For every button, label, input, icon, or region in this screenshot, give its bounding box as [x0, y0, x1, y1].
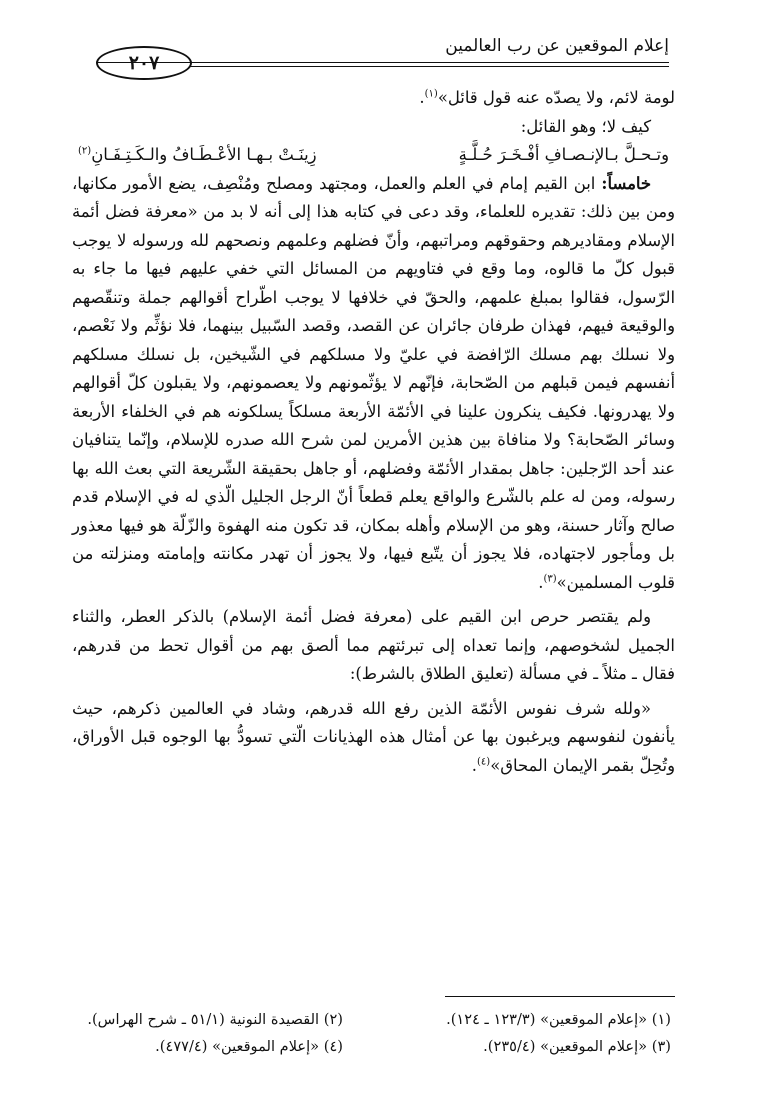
paragraph-quote: «ولله شرف نفوس الأئمّة الذين رفع الله قدرهم، وشاد في العالمين ذكرهم، حيث يأنفون لنفوسهم ويرغبون بها عن أمثال هذه الهذيانات الّتي تسودُّ بها الوجوه قبل الأوراق، وتُحِلّ بقمر الإيمان المحاق»$^{(٤)}$.: [72, 698, 675, 775]
running-header-title: إعلام الموقعين عن رب العالمين: [445, 36, 669, 56]
verse-hemistich-second: زِينَـتْ بـهـا الأعْـطَـافُ والـكَـتِـفَـانِ$^{(٢)}$: [78, 145, 317, 164]
footnote-ref-2: (٢): [78, 145, 92, 157]
paragraph-continuation: لومة لائم، ولا يصدّه عنه قول قائل»$^{(١)}$.: [419, 88, 675, 107]
footnote-separator: [445, 996, 675, 997]
paragraph-continuation-2: ولم يقتصر حرص ابن القيم على (معرفة فضل أئمة الإسلام) بالذكر العطر، والثناء الجميل لشخوصهم، وإنما تعداه إلى تبرئتهم مما ألصق بهم من أقوال تحط من قدرهم، فقال ـ مثلاً ـ في مسألة (تعليق الطلاق بالشرط):: [72, 607, 675, 683]
section-lead: خامساً:: [601, 173, 651, 193]
verse-hemistich-first: وتـحـلَّ بـالإنـصـافِ أفْـخَـرَ حُـلَّـةٍ: [458, 145, 669, 164]
footnote-ref-4: (٤): [477, 756, 491, 768]
footnote-row: [80, 1006, 671, 1033]
paragraph-intro-verse: كيف لا؛ وهو القائل:: [520, 116, 651, 136]
footnote-ref-3: (٣): [543, 573, 557, 585]
footnote-row: [80, 1033, 671, 1060]
footnotes: [80, 1006, 671, 1060]
footnote-3: (٣) «إعلام الموقعين» (٢٣٥/٤).: [483, 1038, 671, 1055]
poetry-verse: [72, 141, 675, 170]
footnote-ref-1: (١): [424, 88, 438, 100]
page-number: ٢٠٧: [96, 46, 192, 80]
paragraph-fifth-point: خامساً: ابن القيم إمام في العلم والعمل، ومجتهد ومصلح ومُنْصِف، يضع الأمور مكانها، ومن بين ذلك: تقديره للعلماء، وقد دعى في كتابه هذا إلى أنه لا بد من «معرفة فضل أئمة الإسلام ومقاديرهم وحقوقهم ومراتبهم، وأنّ فضلهم وعلمهم ونصحهم لله ورسوله لا يوجب قبول كلّ ما قالوه، وما وقع في فتاويهم من المسائل التي خفي عليهم فيها ما جاء به الرّسول، فقالوا بمبلغ علمهم، والحقّ في خلافها لا يوجب اطّراح أقوالهم جملة وتنقّصهم والوقيعة فيهم، فهذان طرفان جائران عن القصد، وقصد السّبيل بينهما، فلا نؤثِّم ولا نَعْصم، ولا نسلك بهم مسلك الرّافضة في عليّ ولا مسلكهم في الشّيخين، بل نسلك مسلكهم أنفسهم فيمن قبلهم من الصّحابة، فإنّهم لا يؤثّمونهم ولا يعصمونهم، ولا يقبلون كلّ أقوالهم ولا يهدرونها. فكيف ينكرون علينا في الأئمّة الأربعة مسلكاً يسلكونه هم في الخلفاء الأربعة وسائر الصّحابة؟ ولا منافاة بين هذين الأمرين لمن شرح الله صدره للإسلام، وإنّما يتنافيان عند أحد الرّجلين: جاهل بمقدار الأئمّة وفضلهم، أو جاهل بحقيقة الشّريعة التي بعث الله بها رسوله، ومن له علم بالشّرع والواقع يعلم قطعاً أنّ الرجل الجليل الّذي له في الإسلام قدم صالح وآثار حسنة، وهو من الإسلام وأهله بمكان، قد تكون منه الهفوة والزّلّة هو فيها معذور بل ومأجور لاجتهاده، فلا يجوز أن يتّبع فيها، ولا يجوز أن تهدر مكانته وإمامته ومنزلته من قلوب المسلمين»$^{(٣)}$.: [72, 173, 675, 592]
main-text: [72, 84, 675, 780]
footnote-1: (١) «إعلام الموقعين» (١٢٣/٣ ـ ١٢٤).: [446, 1011, 671, 1028]
header-rule-inner: [190, 66, 669, 67]
footnote-4: (٤) «إعلام الموقعين» (٤٧٧/٤).: [155, 1038, 343, 1055]
footnote-2: (٢) القصيدة النونية (٥١/١ ـ شرح الهراس).: [87, 1011, 343, 1028]
